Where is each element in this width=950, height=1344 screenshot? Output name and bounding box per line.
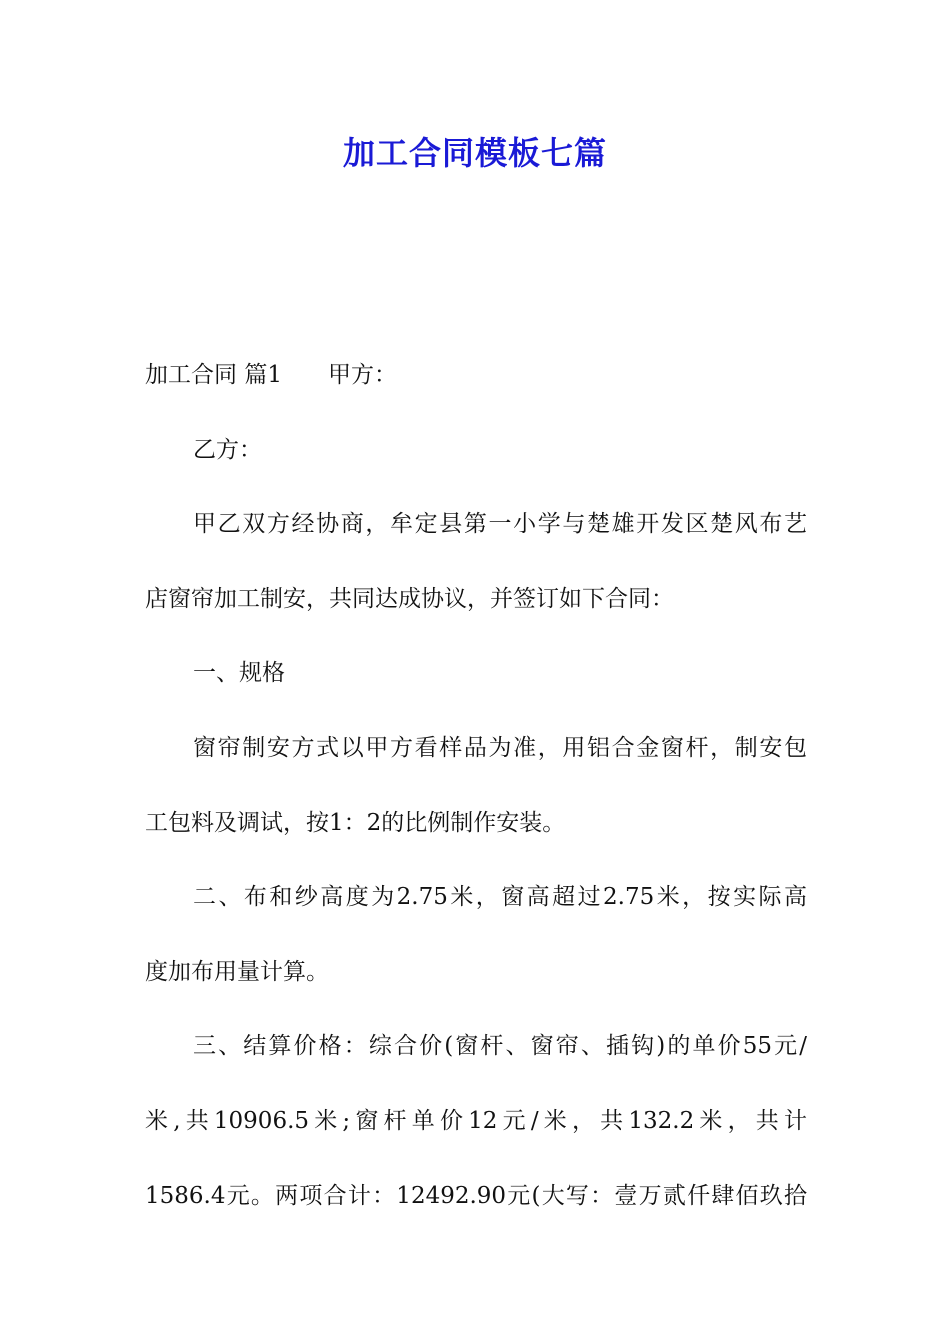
party-a-label: 甲方：: [327, 362, 397, 388]
paragraph-line: 三、结算价格：综合价(窗杆、窗帘、插钩)的单价55元/: [193, 1033, 807, 1060]
document-body: [145, 338, 807, 1233]
section-label: 加工合同: [145, 362, 237, 388]
party-b-line: 乙方：: [193, 436, 262, 463]
paragraph-line: 1586.4元。两项合计：12492.90元(大写：壹万贰仟肆佰玖拾: [145, 1182, 807, 1209]
paragraph-line: 二、布和纱高度为2.75米，窗高超过2.75米，按实际高: [193, 884, 807, 911]
document-title: 加工合同模板七篇: [342, 134, 607, 172]
paragraph-line: 米,共10906.5米;窗杆单价12元/米，共132.2米，共计: [145, 1107, 807, 1134]
section-number: 篇1: [244, 362, 282, 388]
paragraph-line: 度加布用量计算。: [145, 958, 329, 985]
paragraph-line: 窗帘制安方式以甲方看样品为准，用铝合金窗杆，制安包: [193, 734, 807, 761]
paragraph-line: 店窗帘加工制安，共同达成协议，并签订如下合同：: [145, 585, 674, 612]
paragraph-line: 甲乙双方经协商，牟定县第一小学与楚雄开发区楚风布艺: [193, 511, 807, 538]
paragraph-line: 工包料及调试，按1：2的比例制作安装。: [145, 809, 566, 836]
clause-heading: 一、规格: [193, 660, 285, 687]
section-heading-line: [145, 338, 807, 413]
